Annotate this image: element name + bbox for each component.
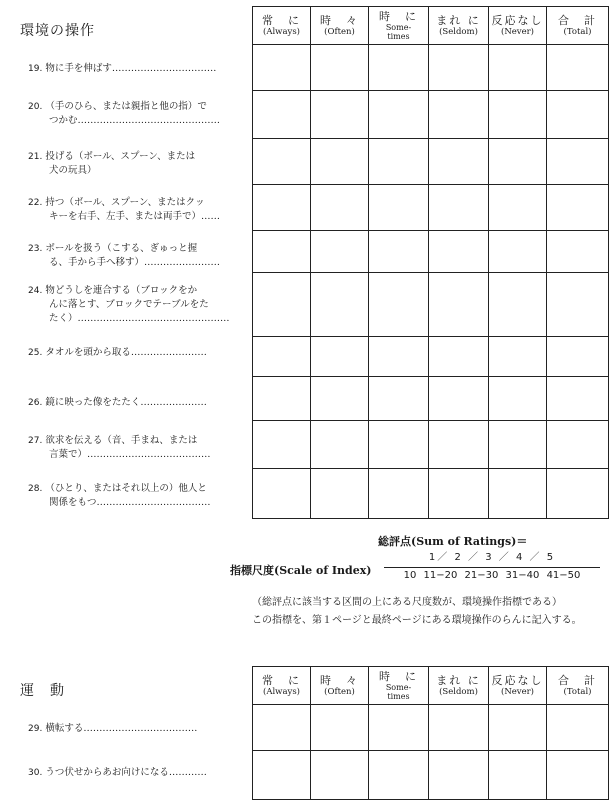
rating-cell[interactable]: [311, 91, 369, 139]
rating-cell[interactable]: [253, 273, 311, 337]
header-seldom: まれ に (Seldom): [429, 7, 489, 45]
list-item: 25. タオルを頭から取る……………………: [28, 347, 207, 358]
rating-cell[interactable]: [369, 45, 429, 91]
rating-cell[interactable]: [311, 705, 369, 751]
table-row: [253, 469, 609, 519]
list-item: 26. 鏡に映った像をたたく…………………: [28, 397, 207, 408]
rating-cell[interactable]: [429, 705, 489, 751]
rating-cell[interactable]: [547, 45, 609, 91]
section-title-manipulation: 環境の操作: [20, 23, 95, 39]
rating-cell[interactable]: [369, 273, 429, 337]
rating-cell[interactable]: [369, 751, 429, 800]
rating-cell[interactable]: [489, 377, 547, 421]
rating-cell[interactable]: [369, 139, 429, 185]
rating-cell[interactable]: [429, 139, 489, 185]
rating-cell[interactable]: [369, 421, 429, 469]
rating-table-1: [252, 6, 609, 519]
table-row: [253, 421, 609, 469]
rating-cell[interactable]: [253, 139, 311, 185]
rating-cell[interactable]: [369, 469, 429, 519]
header-seldom: まれ に (Seldom): [429, 667, 489, 705]
header-total: 合 計 (Total): [547, 667, 609, 705]
rating-cell[interactable]: [547, 751, 609, 800]
rating-cell[interactable]: [369, 337, 429, 377]
header-never: 反応なし (Never): [489, 7, 547, 45]
rating-cell[interactable]: [253, 377, 311, 421]
scoring-note-1: （総評点に該当する区間の上にある尺度数が、環境操作指標である）: [252, 597, 562, 608]
rating-cell[interactable]: [429, 185, 489, 231]
rating-table-2: [252, 666, 609, 800]
section-title-movement: 運 動: [20, 683, 65, 699]
rating-cell[interactable]: [547, 337, 609, 377]
table-row: [253, 185, 609, 231]
table-row: [253, 231, 609, 273]
rating-cell[interactable]: [311, 751, 369, 800]
scoring-note-2: この指標を、第１ページと最終ページにある環境操作のらんに記入する。: [252, 615, 582, 626]
rating-cell[interactable]: [311, 421, 369, 469]
rating-cell[interactable]: [429, 469, 489, 519]
rating-cell[interactable]: [547, 377, 609, 421]
rating-cell[interactable]: [489, 91, 547, 139]
rating-cell[interactable]: [311, 139, 369, 185]
rating-cell[interactable]: [547, 91, 609, 139]
rating-cell[interactable]: [253, 421, 311, 469]
header-never: 反応なし (Never): [489, 667, 547, 705]
rating-cell[interactable]: [369, 91, 429, 139]
rating-cell[interactable]: [253, 469, 311, 519]
rating-cell[interactable]: [369, 705, 429, 751]
rating-cell[interactable]: [429, 337, 489, 377]
rating-cell[interactable]: [369, 231, 429, 273]
rating-cell[interactable]: [547, 231, 609, 273]
table-row: [253, 751, 609, 800]
rating-cell[interactable]: [311, 185, 369, 231]
rating-cell[interactable]: [489, 231, 547, 273]
rating-cell[interactable]: [547, 185, 609, 231]
rating-cell[interactable]: [369, 185, 429, 231]
header-often: 時 々 (Often): [311, 667, 369, 705]
rating-cell[interactable]: [253, 337, 311, 377]
rating-cell[interactable]: [429, 45, 489, 91]
table-row: [253, 139, 609, 185]
header-sometimes: 時 に Some- times: [369, 667, 429, 705]
table-row: [253, 377, 609, 421]
rating-cell[interactable]: [253, 185, 311, 231]
list-item: 29. 横転する………………………………: [28, 723, 198, 734]
scale-index-values: 1／ 2 ／ 3 ／ 4 ／ 5: [384, 551, 600, 568]
list-item: 20. （手のひら、または親指と他の指）で つかむ………………………………………: [28, 101, 221, 126]
rating-cell[interactable]: [489, 421, 547, 469]
rating-cell[interactable]: [429, 273, 489, 337]
rating-cell[interactable]: [489, 45, 547, 91]
list-item: 23. ボールを扱う（こする、ぎゅっと握 る、手から手へ移す）……………………: [28, 243, 221, 268]
list-item: 24. 物どうしを連合する（ブロックをか んに落とす、ブロックでテーブルをた たく）…………………………………………: [28, 285, 230, 324]
rating-cell[interactable]: [253, 705, 311, 751]
rating-cell[interactable]: [429, 377, 489, 421]
table-row: [253, 337, 609, 377]
scale-of-index-label: 指標尺度(Scale of Index): [230, 564, 372, 577]
rating-cell[interactable]: [369, 377, 429, 421]
rating-cell[interactable]: [489, 337, 547, 377]
rating-cell[interactable]: [253, 91, 311, 139]
table-row: [253, 45, 609, 91]
table-row: [253, 705, 609, 751]
rating-cell[interactable]: [547, 139, 609, 185]
list-item: 30. うつ伏せからあお向けになる…………: [28, 767, 207, 778]
rating-cell[interactable]: [489, 469, 547, 519]
rating-cell[interactable]: [311, 231, 369, 273]
list-item: 27. 欲求を伝える（音、手まね、または 言葉で）…………………………………: [28, 435, 211, 460]
rating-cell[interactable]: [489, 139, 547, 185]
header-total: 合 計 (Total): [547, 7, 609, 45]
list-item: 21. 投げる（ボール、スプーン、または 犬の玩具）: [28, 151, 196, 176]
rating-cell[interactable]: [547, 469, 609, 519]
rating-cell[interactable]: [311, 377, 369, 421]
rating-cell[interactable]: [429, 751, 489, 800]
list-item: 28. （ひとり、またはそれ以上の）他人と 関係をもつ………………………………: [28, 483, 211, 508]
rating-cell[interactable]: [311, 337, 369, 377]
rating-cell[interactable]: [489, 273, 547, 337]
rating-cell[interactable]: [311, 469, 369, 519]
table-row: [253, 273, 609, 337]
rating-cell[interactable]: [311, 45, 369, 91]
header-often: 時 々 (Often): [311, 7, 369, 45]
rating-cell[interactable]: [547, 705, 609, 751]
rating-cell[interactable]: [489, 751, 547, 800]
scale-index-ranges: 10 11−20 21−30 31−40 41−50: [403, 570, 581, 581]
rating-cell[interactable]: [311, 273, 369, 337]
rating-cell[interactable]: [489, 705, 547, 751]
item-list-2: [0, 0, 252, 801]
rating-cell[interactable]: [253, 45, 311, 91]
rating-cell[interactable]: [253, 751, 311, 800]
sum-of-ratings-label: 総評点(Sum of Ratings)＝: [378, 535, 528, 548]
table-row: [253, 91, 609, 139]
header-always: 常 に (Always): [253, 7, 311, 45]
rating-cell[interactable]: [429, 91, 489, 139]
header-always: 常 に (Always): [253, 667, 311, 705]
rating-cell[interactable]: [489, 185, 547, 231]
header-sometimes: 時 に Some- times: [369, 7, 429, 45]
list-item: 22. 持つ（ボール、スプーン、またはクッ キーを右手、左手、または両手で）……: [28, 197, 221, 222]
rating-cell[interactable]: [429, 231, 489, 273]
rating-cell[interactable]: [429, 421, 489, 469]
rating-cell[interactable]: [547, 421, 609, 469]
rating-cell[interactable]: [253, 231, 311, 273]
list-item: 19. 物に手を伸ばす……………………………: [28, 63, 217, 74]
rating-cell[interactable]: [547, 273, 609, 337]
